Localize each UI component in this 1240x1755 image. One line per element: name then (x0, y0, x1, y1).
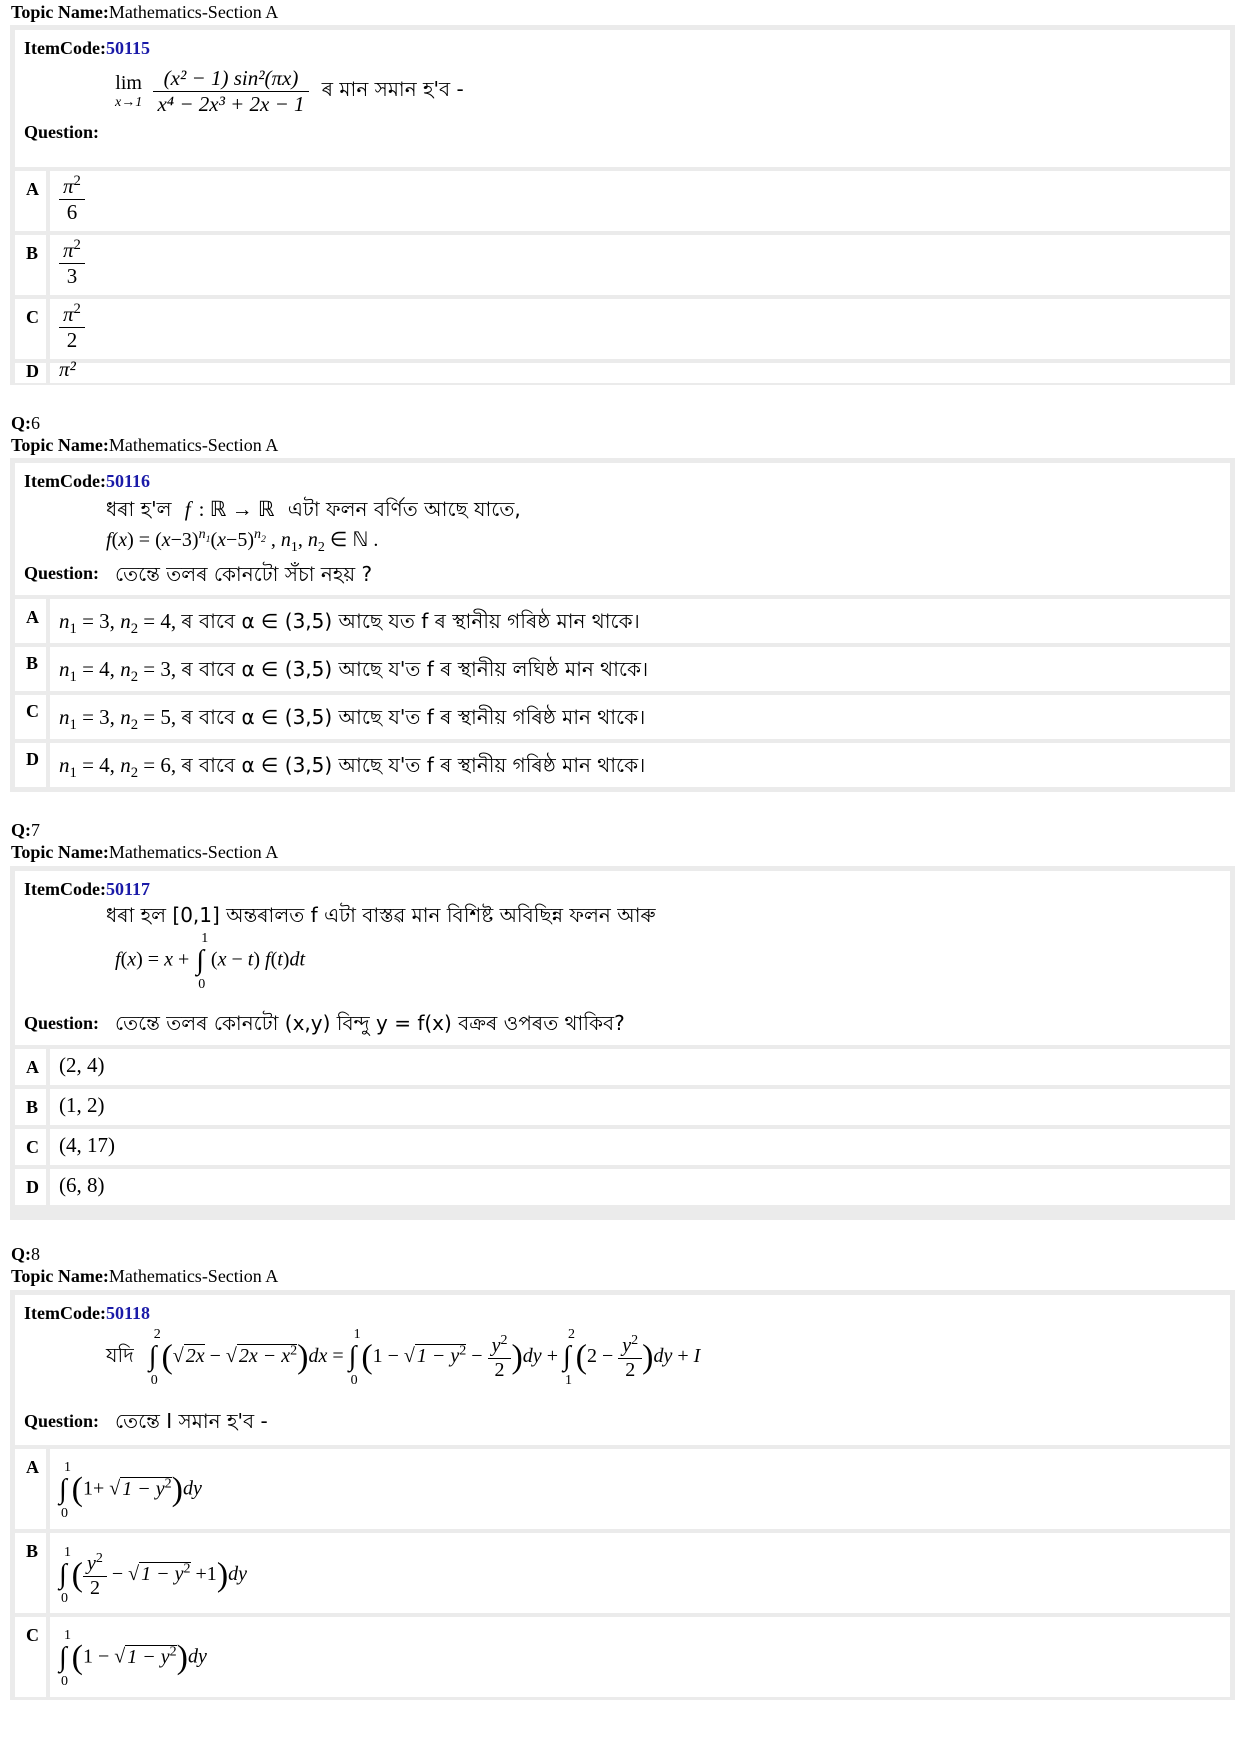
option-text: π² (59, 357, 76, 381)
question-cell (15, 30, 1230, 167)
question-stem-line: ধৰা হল [0,1] অন্তৰালত f এটা বাস্তৱ মান বিশিষ্ট অবিছিন্ন ফলন আৰু (106, 903, 656, 927)
option-text: $n_1 = 4$, $n_2 = 3$, ৰ বাবে α ∈ (3,5) আছে য'ত f ৰ স্থানীয় লঘিষ্ঠ মান থাকে। (59, 657, 649, 686)
question-card (10, 1290, 1235, 1700)
topic-line (11, 2, 278, 23)
question-label: Question: (24, 122, 100, 142)
item-code: ItemCode:50116 (24, 471, 150, 491)
question-cell (15, 871, 1230, 1045)
question-cell (15, 463, 1230, 595)
question-text: তেন্তে তলৰ কোনটো সঁচা নহয় ? (115, 562, 373, 586)
limit-numerator: (x² − 1) sin²(πx) (163, 66, 299, 90)
topic-line: Topic Name:Mathematics-Section A (11, 1266, 279, 1286)
question-text: তেন্তে I সমান হ'ব - (115, 1409, 268, 1433)
option-text: (4, 17) (59, 1133, 115, 1157)
question-formula: যদি 2 ∫ 0 (√ 2x − √ $2x - x^2)dx$ = 1 ∫ 0 (1 − √ $1 - y^2$ − $\frac{y^2}{2}$ )dy + 2 ∫ 1 (2 − $\frac{y^2}{2}$ )dy + I (106, 1327, 701, 1389)
question-card (10, 25, 1235, 385)
option-row: C (4, 17) (15, 1129, 1230, 1165)
question-number: Q:8 (11, 1244, 40, 1264)
question-number: Q:7 (11, 820, 40, 840)
option-row: A 1 ∫ 0 (1+ √ $1 - y^2)dy$ (15, 1449, 1230, 1529)
question-label: Question: (24, 563, 100, 583)
limit-subscript: x→1 (115, 95, 143, 110)
option-row (15, 171, 1230, 231)
option-row (15, 299, 1230, 359)
option-letter: A (26, 179, 39, 199)
option-row: B $n_1 = 4$, $n_2 = 3$, ৰ বাবে α ∈ (3,5) আছে য'ত f ৰ স্থানীয় লঘিষ্ঠ মান থাকে। (15, 647, 1230, 691)
option-text: (2, 4) (59, 1053, 105, 1077)
option-row: C 1 ∫ 0 (1 − √ $1 - y^2)dy$ (15, 1617, 1230, 1697)
option-row: A (2, 4) (15, 1049, 1230, 1085)
topic-line: Topic Name:Mathematics-Section A (11, 435, 279, 455)
option-text: $\frac{\pi^2}{3}$ (59, 237, 85, 289)
question-stem-line: ধৰা হ'ল f : ℝ → ℝ এটা ফলন বৰ্ণিত আছে যাতে, (106, 497, 521, 521)
option-formula: 1 ∫ 0 (1 − √ $1 - y^2)dy$ (59, 1628, 207, 1689)
question-formula: f(x) = x + 1 ∫ 0 (x − t) f(t)dt (115, 931, 306, 992)
option-text: $n_1 = 3$, $n_2 = 5$, ৰ বাবে α ∈ (3,5) আছে য'ত f ৰ স্থানীয় গৰিষ্ঠ মান থাকে। (59, 705, 646, 734)
option-row: D $n_1 = 4$, $n_2 = 6$, ৰ বাবে α ∈ (3,5) আছে য'ত f ৰ স্থানীয় গৰিষ্ঠ মান থাকে। (15, 743, 1230, 787)
option-row: A $n_1 = 3$, $n_2 = 4$, ৰ বাবে α ∈ (3,5) আছে যত f ৰ স্থানীয় গৰিষ্ঠ মান থাকে। (15, 599, 1230, 643)
stem-suffix: ৰ মান সমান হ'ব - (321, 77, 464, 102)
question-stem (115, 66, 464, 117)
option-text: $\frac{\pi^2}{2}$ (59, 301, 85, 353)
option-letter: D (26, 361, 39, 381)
question-text: তেন্তে তলৰ কোনটো (x,y) বিন্দু y = f(x) বক্ৰৰ ওপৰত থাকিব? (115, 1011, 625, 1035)
topic-label: Topic Name: (11, 2, 109, 22)
question-card (10, 458, 1235, 792)
item-code-label: ItemCode: (24, 38, 106, 58)
limit-denominator: x⁴ − 2x³ + 2x − 1 (153, 91, 308, 117)
option-text: $\frac{\pi^2}{6}$ (59, 173, 85, 225)
question-label: Question: (24, 1013, 100, 1033)
question-number: Q:6 (11, 413, 40, 433)
topic-line: Topic Name:Mathematics-Section A (11, 842, 279, 862)
item-code: ItemCode:50117 (24, 879, 150, 899)
option-row: D (6, 8) (15, 1169, 1230, 1205)
item-code-value: 50115 (105, 38, 150, 58)
option-formula: 1 ∫ 0 ( $\frac{y^2}{2}$ − √ $1 - y^2 +1)dy$ (59, 1545, 248, 1607)
option-row (15, 235, 1230, 295)
question-label: Question: (24, 1411, 100, 1431)
question-cell (15, 1295, 1230, 1445)
option-text: $n_1 = 3$, $n_2 = 4$, ৰ বাবে α ∈ (3,5) আছে যত f ৰ স্থানীয় গৰিষ্ঠ মান থাকে। (59, 609, 640, 638)
item-code: ItemCode:50118 (24, 1303, 150, 1323)
option-row: B (1, 2) (15, 1089, 1230, 1125)
option-row: B 1 ∫ 0 ( $\frac{y^2}{2}$ − √ $1 - y^2 +1)dy$ (15, 1533, 1230, 1613)
option-text: (1, 2) (59, 1093, 105, 1117)
question-card (10, 866, 1235, 1220)
item-code (24, 38, 150, 59)
option-letter: B (26, 243, 39, 263)
option-formula: 1 ∫ 0 (1+ √ $1 - y^2)dy$ (59, 1460, 202, 1521)
option-text: (6, 8) (59, 1173, 105, 1197)
limit-operator: lim (115, 72, 142, 94)
option-text: $n_1 = 4$, $n_2 = 6$, ৰ বাবে α ∈ (3,5) আছে য'ত f ৰ স্থানীয় গৰিষ্ঠ মান থাকে। (59, 753, 646, 782)
option-row (15, 357, 1230, 383)
option-letter: C (26, 307, 39, 327)
topic-value: Mathematics-Section A (108, 2, 279, 22)
option-row: C $n_1 = 3$, $n_2 = 5$, ৰ বাবে α ∈ (3,5) আছে য'ত f ৰ স্থানীয় গৰিষ্ঠ মান থাকে। (15, 695, 1230, 739)
question-formula: $f(x) = (x-3)^{n_1}(x-5)^{n_2}$ , $n_1$, $n_2$ ∈ ℕ . (106, 527, 379, 555)
